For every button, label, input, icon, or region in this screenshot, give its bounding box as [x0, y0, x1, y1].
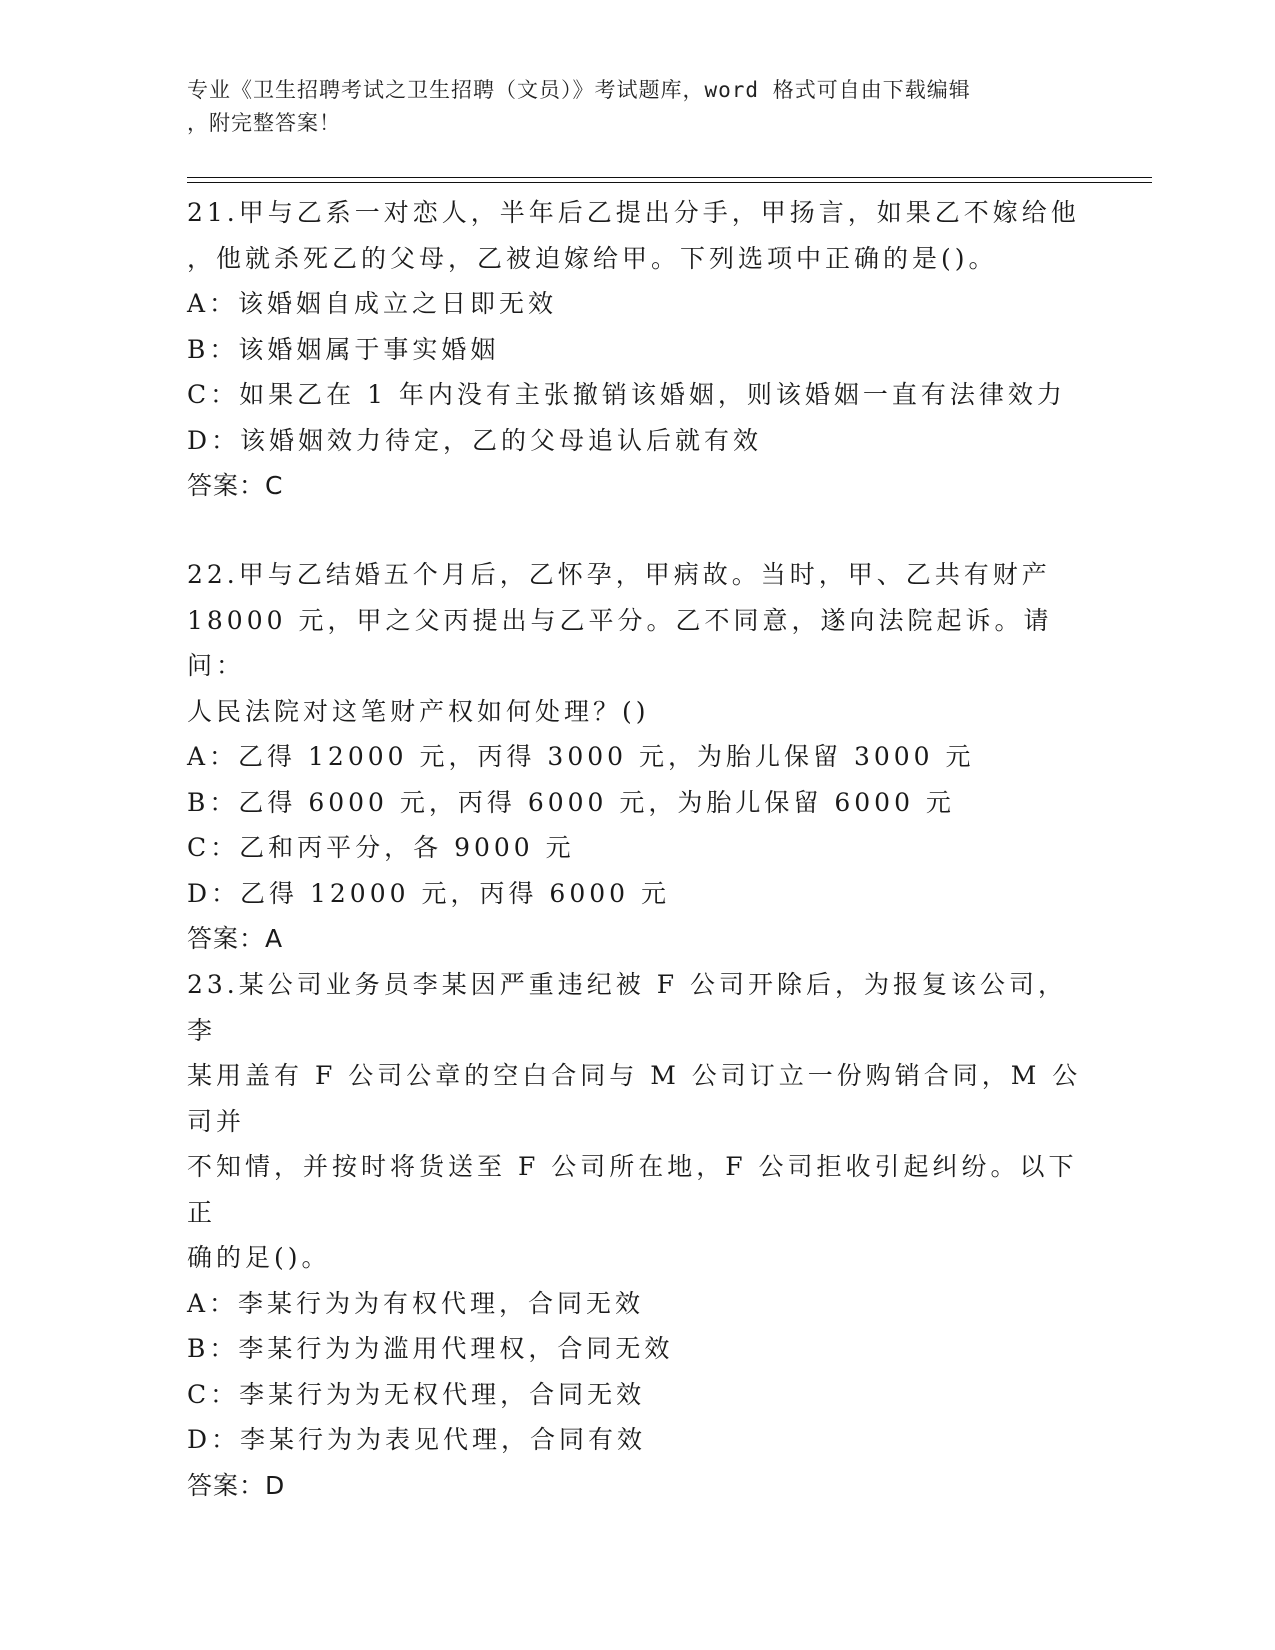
option-c: C：乙和丙平分，各 9000 元 [187, 833, 575, 862]
question-stem-line: 22.甲与乙结婚五个月后，乙怀孕，甲病故。当时，甲、乙共有财产 [187, 560, 1051, 589]
answer-line: 答案：A [187, 924, 284, 953]
question-21 [187, 190, 1087, 508]
option-d: D：该婚姻效力待定，乙的父母追认后就有效 [187, 425, 763, 455]
option-c: C：如果乙在 1 年内没有主张撤销该婚姻，则该婚姻一直有法律效力 [187, 380, 1066, 409]
answer-line: 答案：C [187, 471, 284, 500]
header-note-line-2: ，附完整答案！ [187, 111, 341, 135]
option-b: B：李某行为为滥用代理权，合同无效 [187, 1334, 674, 1363]
option-d: D：李某行为为表见代理，合同有效 [187, 1425, 647, 1454]
option-a: A：乙得 12000 元，丙得 3000 元，为胎儿保留 3000 元 [187, 742, 975, 771]
header-note-line-1: 专业《卫生招聘考试之卫生招聘（文员）》考试题库，word 格式可自由下载编辑 [187, 78, 971, 102]
option-a: A：该婚姻自成立之日即无效 [187, 289, 558, 318]
answer-line: 答案：D [187, 1470, 286, 1500]
question-22 [187, 552, 1087, 961]
option-c: C：李某行为为无权代理，合同无效 [187, 1379, 646, 1409]
question-23 [187, 962, 1087, 1508]
option-b: B：该婚姻属于事实婚姻 [187, 334, 500, 364]
question-stem-line: 人民法院对这笔财产权如何处理？() [187, 696, 650, 726]
document-header-note [187, 74, 1067, 140]
question-stem-line: ，他就杀死乙的父母，乙被迫嫁给甲。下列选项中正确的是()。 [187, 243, 998, 273]
question-stem-line: 23.某公司业务员李某因严重违纪被 F 公司开除后，为报复该公司，李 [187, 970, 1068, 1045]
question-stem-line: 确的足()。 [187, 1243, 331, 1272]
question-stem-line: 18000 元，甲之父丙提出与乙平分。乙不同意，遂向法院起诉。请问： [187, 605, 1053, 680]
header-divider-top [187, 177, 1152, 178]
option-d: D：乙得 12000 元，丙得 6000 元 [187, 878, 670, 908]
option-b: B：乙得 6000 元，丙得 6000 元，为胎儿保留 6000 元 [187, 787, 955, 817]
question-stem-line: 21.甲与乙系一对恋人，半年后乙提出分手，甲扬言，如果乙不嫁给他 [187, 198, 1080, 227]
question-stem-line: 某用盖有 F 公司公章的空白合同与 M 公司订立一份购销合同，M 公司并 [187, 1061, 1082, 1136]
option-a: A：李某行为为有权代理，合同无效 [187, 1288, 645, 1318]
question-stem-line: 不知情，并按时将货送至 F 公司所在地，F 公司拒收引起纠纷。以下正 [187, 1152, 1078, 1227]
header-divider-bottom [187, 182, 1152, 183]
